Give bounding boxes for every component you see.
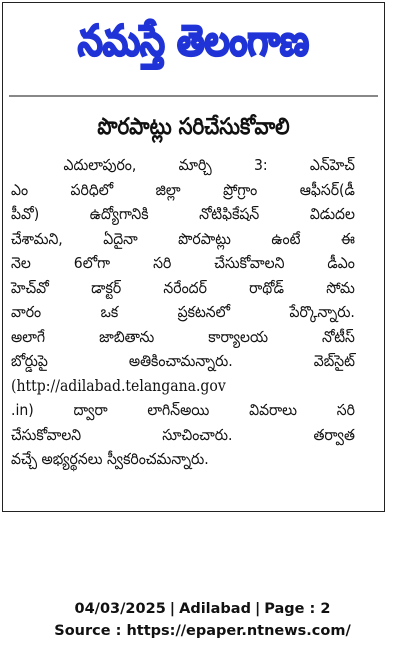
article-line: ఎం పరిధిలో జిల్లా ప్రోగ్రాం ఆఫీసర్(డీ — [11, 180, 355, 199]
edition-name: Adilabad — [179, 601, 251, 617]
article-line: అలాగే జాబితాను కార్యాలయ నోటీస్ — [11, 327, 355, 346]
article-line: .in) ద్వారా లాగిన్‌అయి వివరాలు సరి — [11, 401, 355, 419]
news-clipping — [2, 2, 385, 512]
article-body — [11, 153, 355, 472]
edition-date: 04/03/2025 — [74, 601, 166, 617]
article-line: బోర్డుపై అతికించామన్నారు. వెబ్‌సైట్ — [11, 352, 355, 370]
article-line: నెల 6లోగా సరి చేసుకోవాలని డీఎం — [11, 254, 355, 272]
article-line: వచ్చే అభ్యర్థనలు స్వీకరించమన్నారు. — [11, 450, 209, 468]
separator: | — [254, 601, 261, 617]
article-line: హెచ్‌వో డాక్టర్ నరేందర్ రాథోడ్ సోమ — [11, 278, 355, 297]
separator: | — [169, 601, 176, 617]
article-line: పీవో) ఉద్యోగానికి నోటిఫికేషన్ విడుదల — [11, 205, 355, 223]
article-headline: పొరపాట్లు సరిచేసుకోవాలి — [97, 114, 290, 140]
masthead-divider — [9, 95, 378, 97]
newspaper-masthead: నమస్తే తెలంగాణ — [77, 16, 310, 65]
article-line: ఎదులాపురం, మార్చి 3: ఎన్‌హెచ్ — [63, 156, 355, 174]
article-line: చేశామని, ఏదైనా పొరపాట్లు ఉంటే ఈ — [11, 229, 355, 248]
clipping-footer — [0, 598, 405, 642]
source-link[interactable]: Source : https://epaper.ntnews.com/ — [54, 623, 351, 639]
edition-info — [0, 598, 405, 620]
article-line: చేసుకోవాలని సూచించారు. తర్వాత — [11, 425, 355, 444]
page-number: Page : 2 — [264, 601, 331, 617]
article-line: వారం ఒక ప్రకటనలో పేర్కొన్నారు. — [11, 303, 355, 321]
article-url-line: (http://adilabad.telangana.gov — [11, 376, 226, 395]
